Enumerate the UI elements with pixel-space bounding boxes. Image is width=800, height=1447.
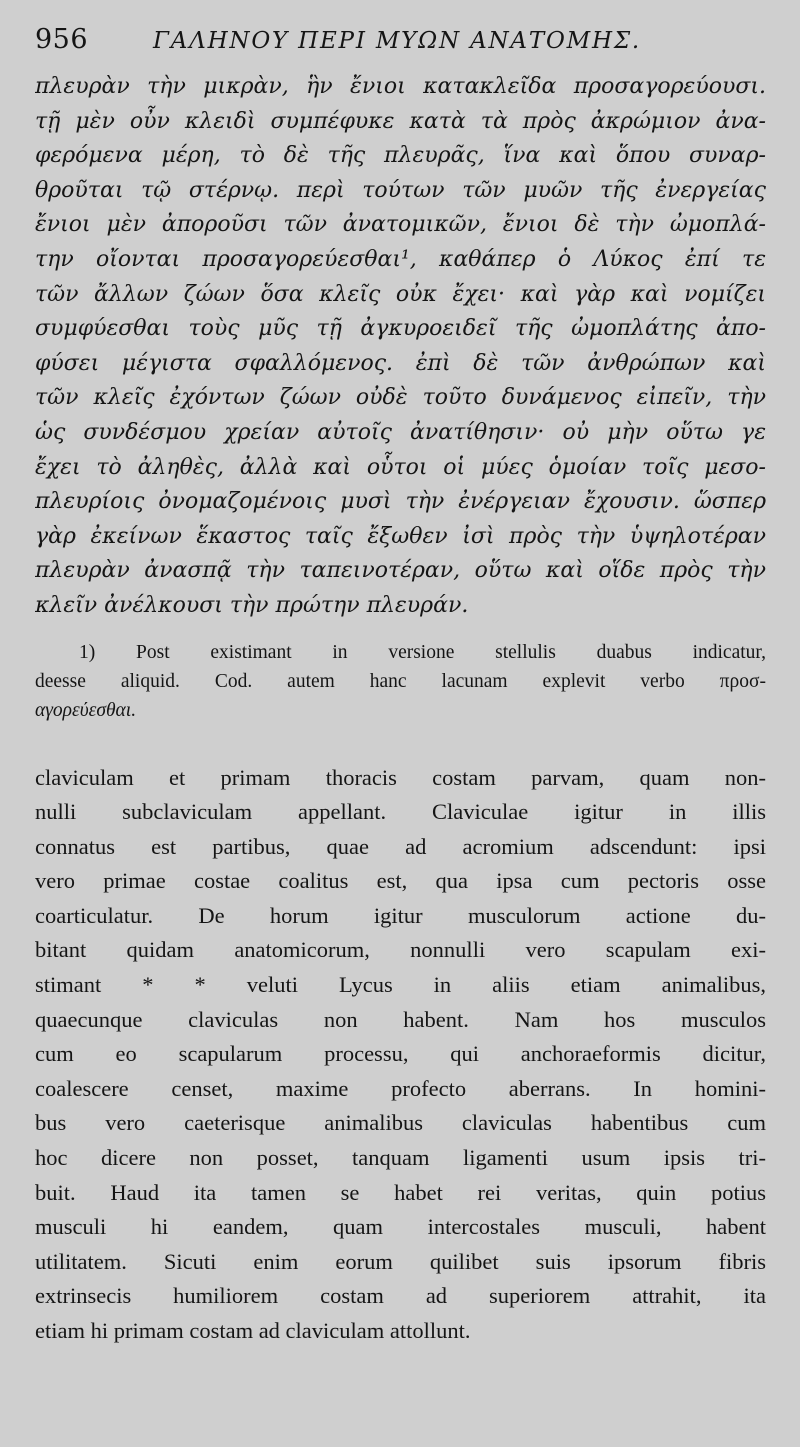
latin-line: cum eo scapularum processu, qui anchoraeformis dicitur, (35, 1041, 766, 1067)
greek-line: γὰρ ἐκείνων ἕκαστος ταῖς ἔξωθεν ἰσὶ πρὸς τὴν ὑψηλοτέραν (35, 523, 766, 549)
greek-line: ὡς συνδέσμου χρείαν αὐτοῖς ἀνατίθησιν· οὐ μὴν οὕτω γε (35, 419, 766, 445)
footnote-line: deesse aliquid. Cod. autem hanc lacunam explevit verbo προσ- (35, 670, 766, 692)
latin-line: vero primae costae coalitus est, qua ipsa cum pectoris osse (35, 868, 766, 894)
running-title: ΓΑΛΗΝΟΥ ΠΕΡΙ ΜΥΩΝ ΑΝΑΤΟΜΗΣ. (153, 28, 641, 54)
greek-line: πλευρὰν ἀνασπᾷ τὴν ταπεινοτέραν, οὕτω καὶ οἵδε πρὸς τὴν (35, 558, 766, 584)
latin-line: etiam hi primam costam ad claviculam attollunt. (35, 1318, 471, 1343)
greek-line: τῶν ἄλλων ζώων ὅσα κλεῖς οὐκ ἔχει· καὶ γὰρ καὶ νομίζει (35, 281, 766, 307)
footnote-line: 1) Post existimant in versione stellulis duabus indicatur, (79, 641, 766, 663)
greek-line: ἔχει τὸ ἀληθὲς, ἀλλὰ καὶ οὗτοι οἱ μύες ὁμοίαν τοῖς μεσο- (35, 454, 766, 480)
greek-line: συμφύεσθαι τοὺς μῦς τῇ ἀγκυροειδεῖ τῆς ὠμοπλάτης ἀπο- (35, 316, 766, 342)
latin-line: claviculam et primam thoracis costam parvam, quam non- (35, 764, 766, 790)
greek-line: την οἴονται προσαγορεύεσθαι¹, καθάπερ ὁ Λύκος ἐπί τε (35, 246, 766, 272)
greek-line: πλευρὰν τὴν μικρὰν, ἣν ἔνιοι κατακλεῖδα προσαγορεύουσι. (35, 74, 766, 99)
latin-line: bitant quidam anatomicorum, nonnulli vero scapulam exi- (35, 937, 766, 963)
latin-line: coalescere censet, maxime profecto aberrans. In homini- (35, 1075, 766, 1101)
greek-line: φερόμενα μέρη, τὸ δὲ τῆς πλευρᾶς, ἵνα καὶ ὅπου συναρ- (35, 143, 766, 169)
greek-line: φύσει μέγιστα σφαλλόμενος. ἐπὶ δὲ τῶν ἀνθρώπων καὶ (35, 350, 766, 376)
greek-line: ἔνιοι μὲν ἀποροῦσι τῶν ἀνατομικῶν, ἔνιοι δὲ τὴν ὠμοπλά- (35, 212, 766, 238)
greek-line: θροῦται τῷ στέρνῳ. περὶ τούτων τῶν μυῶν τῆς ἐνεργείας (35, 177, 766, 203)
latin-line: coarticulatur. De horum igitur musculorum actione du- (35, 902, 766, 928)
latin-line: quaecunque claviculas non habent. Nam hos musculos (35, 1006, 766, 1032)
page-header (35, 24, 766, 68)
latin-text-block (35, 761, 766, 1349)
latin-line: extrinsecis humiliorem costam ad superiorem attrahit, ita (35, 1283, 766, 1309)
latin-line: stimant * * veluti Lycus in aliis etiam animalibus, (35, 972, 766, 998)
latin-line: nulli subclaviculam appellant. Claviculae igitur in illis (35, 799, 766, 825)
latin-line: hoc dicere non posset, tanquam ligamenti usum ipsis tri- (35, 1145, 766, 1171)
greek-line: πλευρίοις ὀνομαζομένοις μυσὶ τὴν ἐνέργειαν ἔχουσιν. ὥσπερ (35, 489, 766, 515)
footnote-line: αγορεύεσθαι. (35, 699, 137, 721)
latin-line: utilitatem. Sicuti enim eorum quilibet suis ipsorum fibris (35, 1248, 766, 1274)
latin-line: buit. Haud ita tamen se habet rei veritas, quin potius (35, 1179, 766, 1205)
greek-text-block (35, 70, 766, 624)
latin-line: bus vero caeterisque animalibus claviculas habentibus cum (35, 1110, 766, 1136)
footnote (35, 638, 766, 725)
greek-line: τῇ μὲν οὖν κλειδὶ συμπέφυκε κατὰ τὰ πρὸς ἀκρώμιον ἀνα- (35, 108, 766, 134)
latin-line: musculi hi eandem, quam intercostales musculi, habent (35, 1214, 766, 1240)
latin-line: connatus est partibus, quae ad acromium adscendunt: ipsi (35, 833, 766, 859)
greek-line: τῶν κλεῖς ἐχόντων ζώων οὐδὲ τοῦτο δυνάμενος εἰπεῖν, τὴν (35, 385, 766, 411)
page-number: 956 (35, 24, 89, 55)
greek-line: κλεῖν ἀνέλκουσι τὴν πρώτην πλευράν. (35, 592, 469, 618)
